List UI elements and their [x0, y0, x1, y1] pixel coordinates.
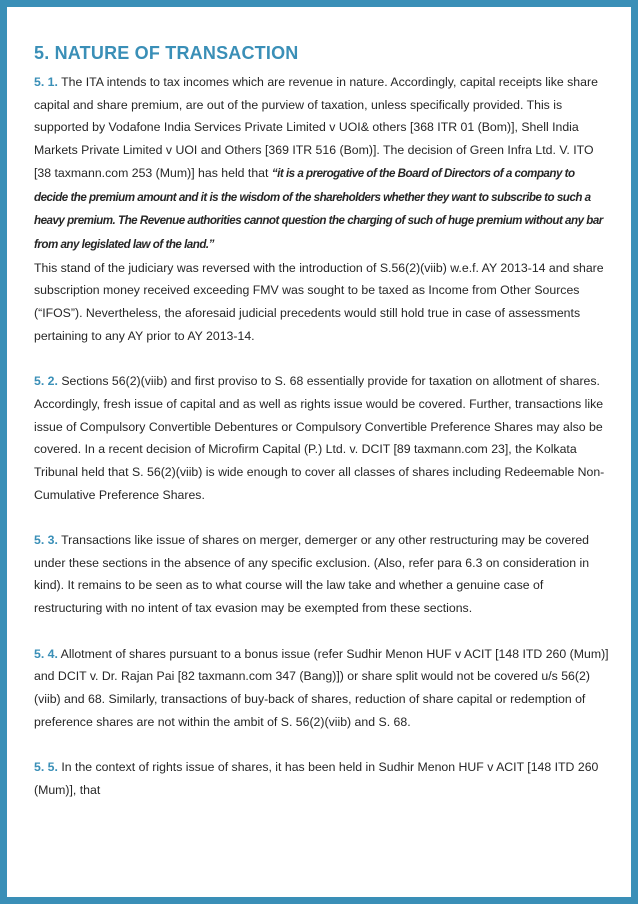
paragraph-5-3 [34, 529, 609, 620]
quoted-judgment: “it is a prerogative of the Board of Directors of a company to decide the premium amount and it is the wisdom of the shareholders whether they want to subscribe to such a heavy premium. The Revenue authorities cannot question the charging of such of huge premium without any bar from any legislated law of the land.” [34, 166, 603, 251]
paragraph-number: 5. 3. [34, 533, 58, 548]
paragraph-number: 5. 2. [34, 374, 58, 389]
paragraph-5-5 [34, 756, 609, 801]
paragraph-5-2 [34, 370, 609, 506]
paragraph-5-1 [34, 71, 609, 257]
paragraph-text: Transactions like issue of shares on merger, demerger or any other restructuring may be covered under these sections in the absence of any specific exclusion. (Also, refer para 6.3 on consideration in kind). It remains to be seen as to what course will the law take and whether a genuine case of restructuring with no intent of tax evasion may be exempted from these sections. [34, 533, 590, 616]
paragraph-number: 5. 1. [34, 75, 58, 89]
paragraph-text: In the context of rights issue of shares, it has been held in Sudhir Menon HUF v ACIT [148 ITD 260 (Mum)], that [34, 760, 599, 797]
paragraph-number: 5. 5. [34, 760, 58, 775]
paragraph-5-1-continued: This stand of the judiciary was reversed with the introduction of S.56(2)(viib) w.e.f. AY 2013-14 and share subscription money received exceeding FMV was sought to be taxed as Income from Other Sources (“IFOS”). Nevertheless, the aforesaid judicial precedents would still hold true in case of assessments pertaining to any AY prior to AY 2013-14. [34, 260, 604, 343]
paragraph-text: Allotment of shares pursuant to a bonus issue (refer Sudhir Menon HUF v ACIT [148 ITD 260 (Mum)] and DCIT v. Dr. Rajan Pai [82 taxmann.com 347 (Bang)]) or share split would not be covered u/s 56(2)(viib) and 68. Similarly, transactions of buy-back of shares, reduction of share capital or redemption of preference shares are not within the ambit of S. 56(2)(viib) and S. 68. [34, 646, 609, 729]
page-content [34, 43, 609, 801]
paragraph-text: The ITA intends to tax incomes which are revenue in nature. Accordingly, capital receipts like share capital and share premium, are out of the purview of taxation, unless specifically provided. This is supported by Vodafone India Services Private Limited v UOI& others [368 ITR 01 (Bom)], Shell India Markets Private Limited v UOI and Others [369 ITR 516 (Bom)]. The decision of Green Infra Ltd. V. ITO [38 taxmann.com 253 (Mum)] has held that [34, 75, 598, 180]
document-page [7, 7, 631, 897]
paragraph-number: 5. 4. [34, 646, 58, 661]
paragraph-5-4 [34, 643, 609, 734]
section-heading: 5. NATURE OF TRANSACTION [34, 43, 299, 63]
paragraph-text: Sections 56(2)(viib) and first proviso to S. 68 essentially provide for taxation on allotment of shares. Accordingly, fresh issue of capital and as well as rights issue would be covered. Further, transactions like issue of Compulsory Convertible Debentures or Compulsory Convertible Preference Shares may also be covered. In a recent decision of Microfirm Capital (P.) Ltd. v. DCIT [89 taxmann.com 23], the Kolkata Tribunal held that S. 56(2)(viib) is wide enough to cover all classes of shares including Redeemable Non-Cumulative Preference Shares. [34, 374, 605, 502]
